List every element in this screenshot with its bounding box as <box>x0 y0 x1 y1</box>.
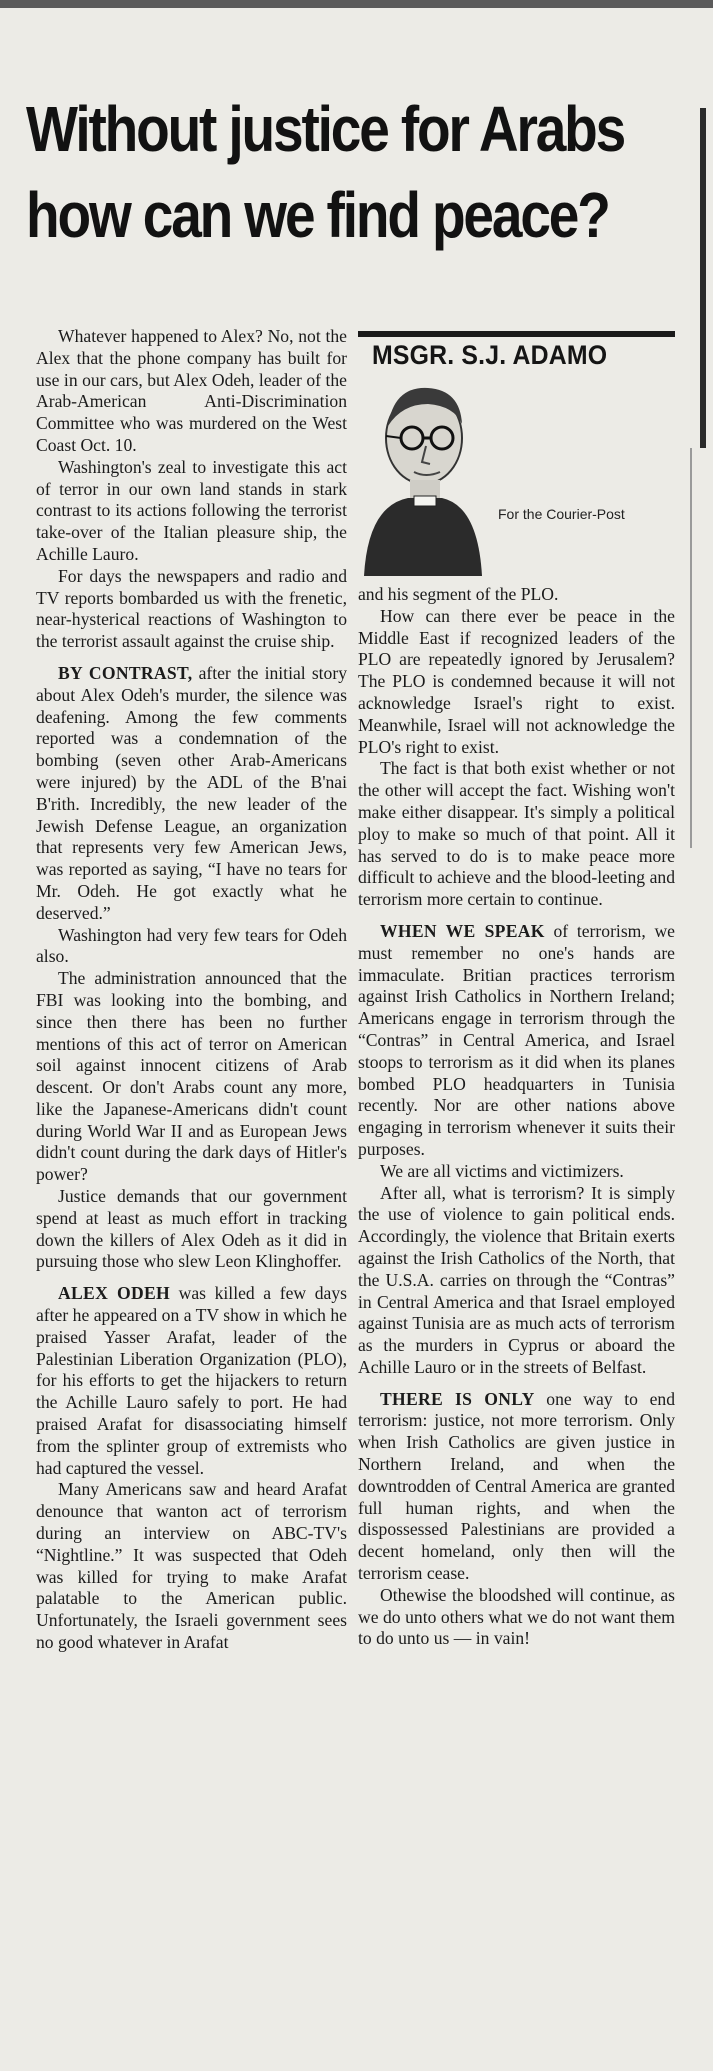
paragraph-text: one way to end terrorism: justice, not more terrorism. Only when Irish Catholics are given justice in Northern Ireland, and when the downtrodden of Central America are granted full human rights, and when the dispossessed Palestinians are provided a decent homeland, only then will the terrorism cease. <box>358 1388 675 1584</box>
section-lead-in: BY CONTRAST, <box>58 662 193 683</box>
paragraph-text: was killed a few days after he appeared on a TV show in which he praised Yasser Arafat, leader of the Palestinian Liberation Organization (PLO), for his efforts to get the hijackers to return the Achille Lauro safely to port. He had praised Arafat for disassociating himself from the splinter group of extremists who had captured the vessel. <box>36 1283 347 1478</box>
article-paragraph <box>358 606 675 759</box>
byline-credit: For the Courier-Post <box>498 506 625 522</box>
article-paragraph <box>358 1585 675 1650</box>
byline-rule <box>358 331 675 337</box>
paragraph-text: How can there ever be peace in the Middle East if recognized leaders of the PLO are repeatedly ignored by Jerusalem? The PLO is condemned because it will not acknowledge Israel's right to exist. Meanwhile, Israel will not acknowledge the PLO's right to exist. <box>358 605 675 757</box>
section-lead-in: THERE IS ONLY <box>380 1388 535 1409</box>
paragraph-text: Many Americans saw and heard Arafat denounce that wanton act of terrorism during an interview on ABC-TV's “Nightline.” It was suspected that Odeh was killed for trying to make Arafat palatable to the American public. Unfortunately, the Israeli government sees no good whatever in Arafat <box>36 1479 347 1653</box>
section-gap <box>358 1379 675 1389</box>
article-paragraph <box>36 663 347 925</box>
section-gap <box>358 911 675 921</box>
paragraph-text: of terrorism, we must remember no one's hands are immaculate. Britian practices terrorism against Irish Catholics in Northern Ireland; Americans engage in terrorism through the “Contras” in Central America, and Israel stoops to terrorism as it did when its planes bombed PLO headquarters in Tunisia recently. Nor are other nations above engaging in terrorism whenever it suits their purposes. <box>358 920 675 1159</box>
paragraph-text: Washington had very few tears for Odeh also. <box>36 924 347 967</box>
paragraph-text: and his segment of the PLO. <box>358 584 559 604</box>
article-paragraph <box>358 1183 675 1379</box>
paragraph-text: after the initial story about Alex Odeh's murder, the silence was deafening. Among the few comments reported was a condemnation of the bombing (seven other Arab-Americans were injured) by the ADL of the B'nai B'rith. Incredibly, the new leader of the Jewish Defense League, an organization that represents very few American Jews, was reported as saying, “I have no tears for Mr. Odeh. He got exactly what he deserved.” <box>36 662 348 923</box>
article-paragraph <box>36 968 347 1186</box>
article-paragraph <box>36 1186 347 1273</box>
paragraph-text: Justice demands that our government spend at least as much effort in tracking down the killers of Alex Odeh as it did in pursuing those who slew Leon Klinghoffer. <box>36 1186 347 1272</box>
article-paragraph <box>36 457 347 566</box>
article-paragraph <box>358 921 675 1161</box>
paragraph-text: Washington's zeal to investigate this act of terror in our own land stands in stark contrast to its actions following the terrorist take-over of the Italian pleasure ship, the Achille Lauro. <box>36 456 347 564</box>
paragraph-text: After all, what is terrorism? It is simply the use of violence to gain political ends. Accordingly, the violence that Britain exerts against the Irish Catholics of the North, that the U.S.A. carries on through the “Contras” in Central America and that Israel employed against Tunisia are as much acts of terrorism as the murders in Cyprus or aboard the Achille Lauro or in the streets of Belfast. <box>358 1182 675 1377</box>
section-lead-in: WHEN WE SPEAK <box>380 920 545 941</box>
section-gap <box>36 653 347 663</box>
article-paragraph <box>36 566 347 653</box>
top-edge-bar <box>0 0 713 8</box>
article-paragraph <box>36 1479 347 1653</box>
headline-line-2: how can we find peace? <box>26 179 609 251</box>
article-paragraph <box>36 326 347 457</box>
paragraph-text: The fact is that both exist whether or not the other will accept the fact. Wishing won't make either disappear. It's simply a political ploy to make so much of that point. All it has served to do is to make peace more difficult to achieve and the blood-leeting and terrorism more certain to continue. <box>358 758 675 910</box>
article-column-2 <box>358 584 675 1650</box>
article-paragraph <box>358 1389 675 1585</box>
article-column-1 <box>36 326 347 1654</box>
article-paragraph <box>358 584 675 606</box>
newspaper-clipping <box>0 8 713 2071</box>
byline-name: MSGR. S.J. ADAMO <box>372 340 608 370</box>
paragraph-text: The administration announced that the FBI was looking into the bombing, and since then there has been no further mentions of this act of terror on American soil against innocent citizens of Arab descent. Or don't Arabs count any more, like the Japanese-Americans didn't count during World War II and as European Jews didn't count during the dark days of Hitler's power? <box>36 968 347 1185</box>
paragraph-text: Whatever happened to Alex? No, not the Alex that the phone company has built for use in our cars, but Alex Odeh, leader of the Arab-American Anti-Discrimination Committee who was murdered on the West Coast Oct. 10. <box>36 326 347 455</box>
section-gap <box>36 1273 347 1283</box>
column-edge-rule-faint <box>690 448 692 848</box>
paragraph-text: Othewise the bloodshed will continue, as we do unto others what we do not want them to do unto us — in vain! <box>358 1584 675 1649</box>
paragraph-text: For days the newspapers and radio and TV reports bombarded us with the frenetic, near-hysterical reactions of Washington to the terrorist assault against the cruise ship. <box>36 565 347 652</box>
author-portrait-image <box>358 376 484 576</box>
headline-line-1: Without justice for Arabs <box>26 93 625 165</box>
column-edge-rule <box>700 108 706 448</box>
paragraph-text: We are all victims and victimizers. <box>380 1160 624 1181</box>
headline <box>26 86 625 258</box>
section-lead-in: ALEX ODEH <box>58 1283 171 1304</box>
article-paragraph <box>36 925 347 969</box>
article-paragraph <box>36 1283 347 1479</box>
article-paragraph <box>358 1161 675 1183</box>
byline <box>358 326 675 580</box>
article-paragraph <box>358 758 675 911</box>
